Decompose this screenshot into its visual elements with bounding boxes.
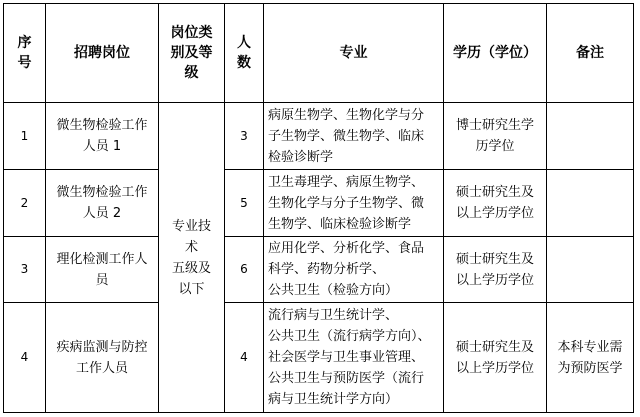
row-seq: 2 bbox=[4, 170, 46, 237]
row-seq: 1 bbox=[4, 103, 46, 170]
recruitment-table-wrapper bbox=[3, 3, 634, 413]
row-count: 6 bbox=[225, 237, 264, 303]
row-major: 流行病与卫生统计学、 公共卫生（流行病学方向）、 社会医学与卫生事业管理、 公共卫生与预防医学（流行 病与卫生统计学方向） bbox=[264, 303, 444, 413]
row-remark bbox=[547, 103, 634, 170]
row-major: 应用化学、分析化学、食品 科学、药物分析学、 公共卫生（检验方向） bbox=[264, 237, 444, 303]
header-education: 学历（学位） bbox=[444, 4, 547, 103]
row-post: 微生物检验工作 人员 1 bbox=[46, 103, 159, 170]
row-seq: 3 bbox=[4, 237, 46, 303]
header-major: 专业 bbox=[264, 4, 444, 103]
table-header-row bbox=[4, 4, 634, 103]
header-remark: 备注 bbox=[547, 4, 634, 103]
header-post: 招聘岗位 bbox=[46, 4, 159, 103]
row-major: 病原生物学、生物化学与分 子生物学、微生物学、临床 检验诊断学 bbox=[264, 103, 444, 170]
table-row bbox=[4, 303, 634, 413]
row-education: 硕士研究生及 以上学历学位 bbox=[444, 170, 547, 237]
header-count: 人 数 bbox=[225, 4, 264, 103]
row-count: 3 bbox=[225, 103, 264, 170]
row-education: 硕士研究生及 以上学历学位 bbox=[444, 237, 547, 303]
table-row bbox=[4, 237, 634, 303]
row-remark bbox=[547, 170, 634, 237]
row-post: 疾病监测与防控 工作人员 bbox=[46, 303, 159, 413]
category-shared-cell: 专业技 术 五级及 以下 bbox=[159, 103, 225, 413]
row-remark: 本科专业需 为预防医学 bbox=[547, 303, 634, 413]
table-row bbox=[4, 170, 634, 237]
table-row bbox=[4, 103, 634, 170]
header-seq: 序 号 bbox=[4, 4, 46, 103]
row-post: 微生物检验工作 人员 2 bbox=[46, 170, 159, 237]
row-seq: 4 bbox=[4, 303, 46, 413]
row-count: 5 bbox=[225, 170, 264, 237]
row-education: 博士研究生学 历学位 bbox=[444, 103, 547, 170]
row-education: 硕士研究生及 以上学历学位 bbox=[444, 303, 547, 413]
row-count: 4 bbox=[225, 303, 264, 413]
row-major: 卫生毒理学、病原生物学、 生物化学与分子生物学、微 生物学、临床检验诊断学 bbox=[264, 170, 444, 237]
recruitment-table bbox=[3, 3, 634, 413]
row-post: 理化检测工作人 员 bbox=[46, 237, 159, 303]
row-remark bbox=[547, 237, 634, 303]
header-category: 岗位类 别及等 级 bbox=[159, 4, 225, 103]
